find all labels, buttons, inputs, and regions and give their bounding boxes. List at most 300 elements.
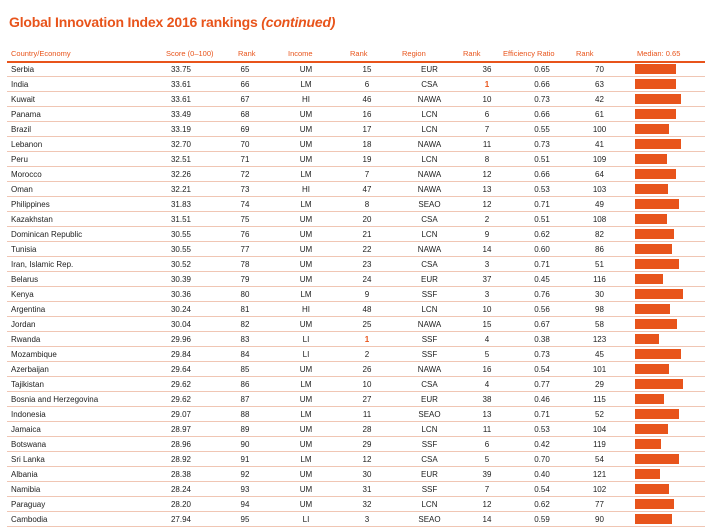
cell-efficiency: 0.54 [512,482,572,497]
table-row [7,287,705,302]
cell-region-rank: 3 [462,257,512,272]
cell-efficiency: 0.46 [512,392,572,407]
cell-region: LCN [397,122,462,137]
cell-efficiency-rank: 54 [572,452,627,467]
cell-score: 30.55 [147,242,215,257]
cell-efficiency: 0.76 [512,287,572,302]
cell-efficiency-bar [627,107,705,122]
cell-income-rank: 27 [337,392,397,407]
cell-rank: 95 [215,512,275,527]
cell-efficiency-rank: 63 [572,77,627,92]
cell-country: Brazil [7,122,147,137]
cell-rank: 94 [215,497,275,512]
efficiency-bar [635,469,660,479]
table-row [7,512,705,527]
efficiency-bar [635,379,683,389]
cell-region: CSA [397,77,462,92]
efficiency-bar [635,259,679,269]
cell-country: India [7,77,147,92]
table-row [7,257,705,272]
cell-income-rank: 16 [337,107,397,122]
cell-rank: 65 [215,62,275,77]
cell-efficiency: 0.40 [512,467,572,482]
cell-region: CSA [397,377,462,392]
cell-rank: 67 [215,92,275,107]
cell-rank: 76 [215,227,275,242]
cell-efficiency-rank: 58 [572,317,627,332]
cell-efficiency-bar [627,62,705,77]
rankings-table [7,62,705,527]
cell-income: UM [275,467,337,482]
cell-efficiency-bar [627,467,705,482]
cell-country: Albania [7,467,147,482]
table-row [7,182,705,197]
cell-efficiency: 0.54 [512,362,572,377]
cell-region: LCN [397,152,462,167]
cell-efficiency: 0.60 [512,242,572,257]
cell-country: Cambodia [7,512,147,527]
cell-region: EUR [397,272,462,287]
cell-efficiency-bar [627,422,705,437]
efficiency-bar [635,439,661,449]
cell-rank: 88 [215,407,275,422]
table-row [7,92,705,107]
cell-efficiency-bar [627,317,705,332]
cell-rank: 92 [215,467,275,482]
cell-income-rank: 29 [337,437,397,452]
cell-income-rank: 8 [337,197,397,212]
efficiency-bar [635,229,674,239]
cell-efficiency-rank: 109 [572,152,627,167]
cell-region-rank: 7 [462,482,512,497]
cell-rank: 69 [215,122,275,137]
cell-efficiency: 0.71 [512,407,572,422]
efficiency-bar [635,334,659,344]
cell-efficiency-bar [627,257,705,272]
cell-region: CSA [397,452,462,467]
header-rank: Rank [238,49,256,58]
cell-region-rank: 16 [462,362,512,377]
cell-rank: 66 [215,77,275,92]
table-row [7,77,705,92]
cell-region-rank: 9 [462,227,512,242]
efficiency-bar [635,394,664,404]
cell-rank: 80 [215,287,275,302]
cell-score: 32.51 [147,152,215,167]
efficiency-bar [635,499,674,509]
cell-efficiency-rank: 42 [572,92,627,107]
table-row [7,497,705,512]
cell-region: LCN [397,497,462,512]
cell-score: 28.92 [147,452,215,467]
cell-income-rank: 25 [337,317,397,332]
table-row [7,317,705,332]
cell-score: 29.62 [147,377,215,392]
table-row [7,452,705,467]
cell-income: LM [275,197,337,212]
cell-efficiency-rank: 102 [572,482,627,497]
cell-income-rank: 28 [337,422,397,437]
cell-efficiency: 0.59 [512,512,572,527]
table-row [7,197,705,212]
cell-efficiency-bar [627,92,705,107]
cell-region: SEAO [397,197,462,212]
header-median: Median: 0.65 [637,49,681,58]
cell-income: UM [275,317,337,332]
cell-efficiency-bar [627,437,705,452]
table-row [7,152,705,167]
cell-region-rank: 5 [462,347,512,362]
cell-income-rank: 12 [337,452,397,467]
cell-income: UM [275,362,337,377]
cell-income-rank: 1 [337,332,397,347]
cell-score: 30.24 [147,302,215,317]
efficiency-bar [635,124,669,134]
cell-income-rank: 7 [337,167,397,182]
cell-country: Azerbaijan [7,362,147,377]
table-row [7,467,705,482]
cell-income-rank: 15 [337,62,397,77]
cell-income-rank: 31 [337,482,397,497]
cell-efficiency-bar [627,407,705,422]
table-row [7,392,705,407]
cell-rank: 86 [215,377,275,392]
cell-country: Serbia [7,62,147,77]
cell-income-rank: 46 [337,92,397,107]
cell-country: Jordan [7,317,147,332]
cell-income: LI [275,347,337,362]
cell-country: Rwanda [7,332,147,347]
header-score: Score (0–100) [166,49,214,58]
cell-income-rank: 20 [337,212,397,227]
cell-efficiency: 0.70 [512,452,572,467]
efficiency-bar [635,169,676,179]
cell-efficiency: 0.71 [512,257,572,272]
cell-region: CSA [397,257,462,272]
cell-rank: 82 [215,317,275,332]
cell-income: LM [275,287,337,302]
table-row [7,332,705,347]
cell-efficiency: 0.53 [512,422,572,437]
cell-income: UM [275,392,337,407]
cell-country: Namibia [7,482,147,497]
cell-income-rank: 24 [337,272,397,287]
cell-efficiency-bar [627,512,705,527]
cell-region-rank: 13 [462,182,512,197]
efficiency-bar [635,109,676,119]
cell-income: HI [275,182,337,197]
cell-region-rank: 36 [462,62,512,77]
cell-region-rank: 5 [462,452,512,467]
cell-efficiency-bar [627,287,705,302]
cell-efficiency: 0.56 [512,302,572,317]
cell-income: UM [275,227,337,242]
header-region: Region [402,49,426,58]
efficiency-bar [635,424,668,434]
cell-country: Bosnia and Herzegovina [7,392,147,407]
cell-efficiency: 0.45 [512,272,572,287]
cell-region-rank: 2 [462,212,512,227]
cell-efficiency-rank: 41 [572,137,627,152]
cell-region-rank: 13 [462,407,512,422]
cell-efficiency-rank: 119 [572,437,627,452]
cell-region-rank: 14 [462,512,512,527]
cell-region-rank: 12 [462,167,512,182]
cell-region-rank: 15 [462,317,512,332]
title-text: Global Innovation Index 2016 rankings [9,14,258,30]
cell-score: 30.55 [147,227,215,242]
cell-country: Lebanon [7,137,147,152]
cell-income-rank: 22 [337,242,397,257]
cell-efficiency-bar [627,197,705,212]
cell-efficiency: 0.66 [512,107,572,122]
table-row [7,122,705,137]
cell-country: Kuwait [7,92,147,107]
cell-country: Tunisia [7,242,147,257]
cell-rank: 87 [215,392,275,407]
cell-region-rank: 6 [462,437,512,452]
cell-efficiency-rank: 52 [572,407,627,422]
cell-region: EUR [397,392,462,407]
cell-efficiency-rank: 115 [572,392,627,407]
cell-efficiency-bar [627,272,705,287]
cell-income-rank: 47 [337,182,397,197]
cell-region: SSF [397,437,462,452]
cell-score: 28.38 [147,467,215,482]
cell-income-rank: 2 [337,347,397,362]
cell-rank: 85 [215,362,275,377]
cell-efficiency-rank: 104 [572,422,627,437]
cell-rank: 77 [215,242,275,257]
efficiency-bar [635,184,668,194]
efficiency-bar [635,244,672,254]
efficiency-bar [635,349,681,359]
cell-income-rank: 18 [337,137,397,152]
cell-efficiency: 0.51 [512,152,572,167]
efficiency-bar [635,484,669,494]
cell-region: NAWA [397,242,462,257]
table-row [7,272,705,287]
cell-score: 28.20 [147,497,215,512]
cell-income-rank: 32 [337,497,397,512]
cell-efficiency-rank: 61 [572,107,627,122]
cell-region: EUR [397,62,462,77]
table-row [7,107,705,122]
table-row [7,302,705,317]
efficiency-bar [635,364,669,374]
cell-score: 29.64 [147,362,215,377]
cell-efficiency-bar [627,392,705,407]
cell-efficiency-rank: 70 [572,62,627,77]
cell-region: CSA [397,212,462,227]
cell-rank: 68 [215,107,275,122]
cell-score: 33.75 [147,62,215,77]
cell-efficiency-bar [627,302,705,317]
cell-income: UM [275,482,337,497]
cell-region: LCN [397,227,462,242]
cell-efficiency: 0.66 [512,167,572,182]
cell-efficiency: 0.73 [512,92,572,107]
cell-income: HI [275,92,337,107]
cell-efficiency-bar [627,362,705,377]
title-suffix: (continued) [261,14,336,30]
header-income-rank: Rank [350,49,368,58]
cell-rank: 74 [215,197,275,212]
cell-region: SSF [397,287,462,302]
cell-region: SSF [397,482,462,497]
cell-country: Kazakhstan [7,212,147,227]
efficiency-bar [635,214,667,224]
cell-region: NAWA [397,167,462,182]
cell-country: Indonesia [7,407,147,422]
cell-efficiency-rank: 77 [572,497,627,512]
cell-income-rank: 10 [337,377,397,392]
cell-efficiency: 0.77 [512,377,572,392]
cell-income-rank: 30 [337,467,397,482]
cell-efficiency: 0.51 [512,212,572,227]
efficiency-bar [635,514,672,524]
cell-score: 33.19 [147,122,215,137]
cell-score: 33.61 [147,77,215,92]
header-country: Country/Economy [11,49,71,58]
cell-income: LM [275,407,337,422]
cell-region-rank: 8 [462,152,512,167]
cell-score: 29.84 [147,347,215,362]
cell-income: LI [275,332,337,347]
cell-income: LM [275,77,337,92]
cell-region: SEAO [397,407,462,422]
cell-efficiency-bar [627,182,705,197]
cell-score: 30.39 [147,272,215,287]
cell-efficiency-rank: 123 [572,332,627,347]
cell-efficiency-bar [627,482,705,497]
cell-efficiency-rank: 86 [572,242,627,257]
cell-score: 28.97 [147,422,215,437]
cell-score: 29.96 [147,332,215,347]
cell-income-rank: 26 [337,362,397,377]
cell-efficiency: 0.65 [512,62,572,77]
cell-country: Peru [7,152,147,167]
cell-score: 28.96 [147,437,215,452]
cell-efficiency-rank: 29 [572,377,627,392]
cell-rank: 71 [215,152,275,167]
cell-region: NAWA [397,182,462,197]
cell-region: LCN [397,107,462,122]
efficiency-bar [635,64,676,74]
cell-income-rank: 23 [337,257,397,272]
cell-score: 27.94 [147,512,215,527]
cell-region-rank: 4 [462,332,512,347]
cell-rank: 83 [215,332,275,347]
header-income: Income [288,49,313,58]
cell-country: Sri Lanka [7,452,147,467]
cell-income: LM [275,377,337,392]
cell-efficiency-rank: 101 [572,362,627,377]
cell-rank: 78 [215,257,275,272]
table-row [7,137,705,152]
cell-country: Philippines [7,197,147,212]
table-row [7,227,705,242]
cell-efficiency: 0.73 [512,137,572,152]
cell-efficiency-rank: 45 [572,347,627,362]
cell-efficiency-bar [627,347,705,362]
cell-rank: 91 [215,452,275,467]
cell-efficiency: 0.67 [512,317,572,332]
efficiency-bar [635,94,681,104]
cell-score: 32.70 [147,137,215,152]
efficiency-bar [635,199,679,209]
cell-efficiency-bar [627,167,705,182]
table-row [7,482,705,497]
cell-efficiency-rank: 49 [572,197,627,212]
table-row [7,212,705,227]
cell-rank: 73 [215,182,275,197]
cell-region-rank: 11 [462,422,512,437]
table-row [7,377,705,392]
table-row [7,437,705,452]
cell-country: Morocco [7,167,147,182]
cell-country: Jamaica [7,422,147,437]
cell-region-rank: 4 [462,377,512,392]
table-row [7,422,705,437]
cell-income: UM [275,272,337,287]
cell-efficiency-rank: 51 [572,257,627,272]
cell-efficiency-rank: 82 [572,227,627,242]
table-row [7,167,705,182]
cell-efficiency-rank: 90 [572,512,627,527]
cell-income: UM [275,497,337,512]
cell-income: UM [275,422,337,437]
cell-efficiency-bar [627,227,705,242]
table-row [7,347,705,362]
cell-efficiency-rank: 98 [572,302,627,317]
cell-score: 31.51 [147,212,215,227]
efficiency-bar [635,409,679,419]
cell-efficiency-bar [627,152,705,167]
cell-efficiency: 0.62 [512,497,572,512]
cell-region-rank: 1 [462,77,512,92]
cell-region-rank: 12 [462,497,512,512]
cell-rank: 89 [215,422,275,437]
cell-region-rank: 39 [462,467,512,482]
table-header [7,44,705,63]
cell-region-rank: 10 [462,302,512,317]
cell-score: 32.21 [147,182,215,197]
table-row [7,62,705,77]
cell-score: 31.83 [147,197,215,212]
cell-region: EUR [397,467,462,482]
cell-region: NAWA [397,137,462,152]
cell-income: UM [275,122,337,137]
cell-efficiency-rank: 30 [572,287,627,302]
cell-income: UM [275,137,337,152]
cell-region-rank: 37 [462,272,512,287]
cell-income-rank: 48 [337,302,397,317]
cell-efficiency-bar [627,497,705,512]
cell-efficiency-rank: 103 [572,182,627,197]
cell-score: 30.04 [147,317,215,332]
cell-income-rank: 17 [337,122,397,137]
cell-income-rank: 3 [337,512,397,527]
cell-income: UM [275,212,337,227]
cell-income-rank: 19 [337,152,397,167]
cell-country: Argentina [7,302,147,317]
cell-efficiency-bar [627,332,705,347]
cell-rank: 75 [215,212,275,227]
cell-rank: 70 [215,137,275,152]
cell-efficiency-rank: 64 [572,167,627,182]
cell-country: Panama [7,107,147,122]
